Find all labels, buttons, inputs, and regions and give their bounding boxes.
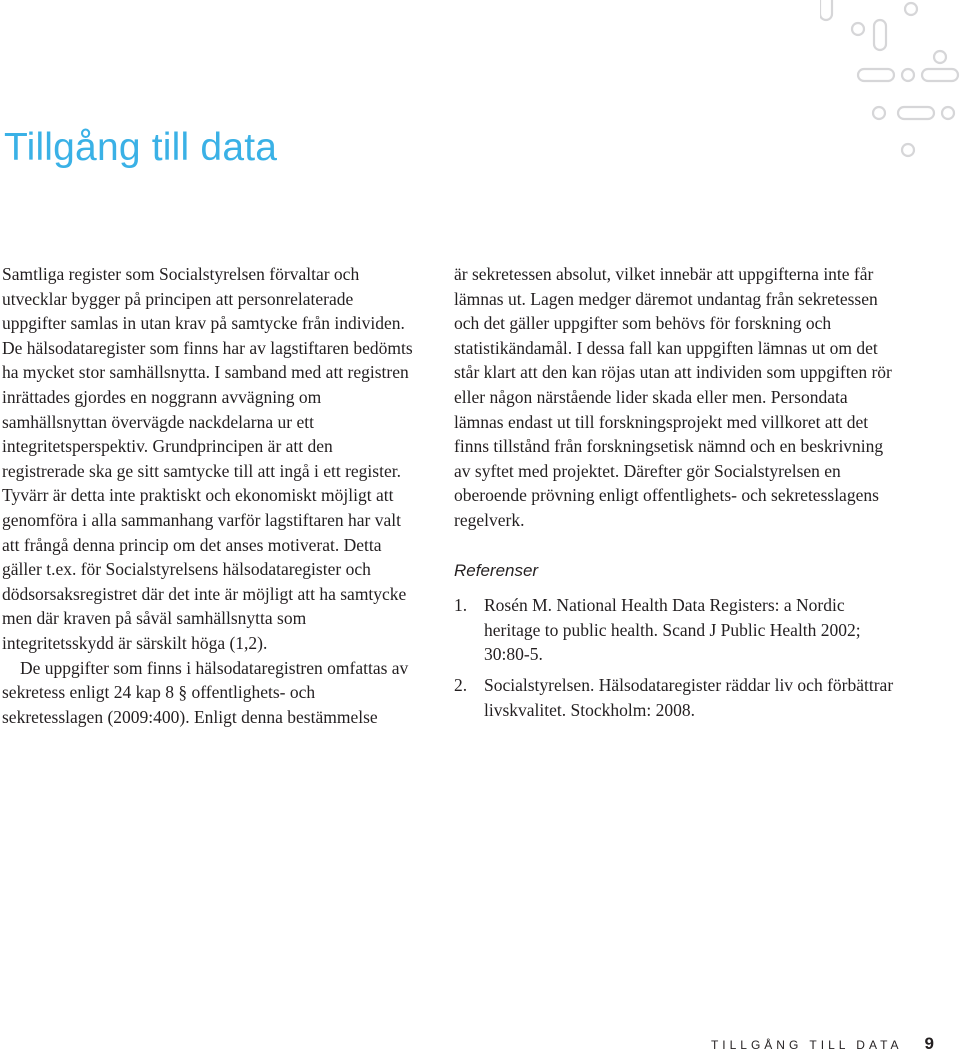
reference-text: Rosén M. National Health Data Registers: a Nordic heritage to public health. Scand J Public Health 2002; 30:80-5.	[484, 595, 861, 665]
body-paragraph: De uppgifter som finns i hälsodataregistren omfattas av sekretess enligt 24 kap 8 § offentlighets- och sekretesslagen (2009:400). Enligt denna bestämmelse	[2, 657, 409, 727]
decorative-dots-pattern	[820, 0, 960, 165]
reference-number: 2.	[454, 674, 468, 695]
left-column	[2, 262, 418, 729]
reference-item	[454, 673, 894, 722]
running-footer-title: TILLGÅNG TILL DATA	[710, 1038, 903, 1052]
reference-item	[454, 593, 894, 667]
reference-number: 1.	[454, 595, 468, 616]
page-title: Tillgång till data	[4, 126, 278, 169]
reference-text: Socialstyrelsen. Hälsodataregister räddar liv och förbättrar livskvalitet. Stockholm: 2008.	[484, 674, 894, 720]
references-list	[454, 593, 894, 722]
references-heading: Referenser	[454, 560, 539, 580]
body-paragraph: är sekretessen absolut, vilket innebär att uppgifterna inte får lämnas ut. Lagen medger däremot undantag från sekretessen och det gäller uppgifter som behövs för forskning och statistikändamål. I dessa fall kan uppgiften lämnas ut om det står klart att den kan röjas utan att individen som uppgiften rör eller någon närstående lider skada eller men. Persondata lämnas endast ut till forskningsprojekt med villkoret att det finns tillstånd från forskningsetisk nämnd och en beskrivning av syftet med projektet. Därefter gör Socialstyrelsen en oberoende prövning enligt offentlighets- och sekretesslagens regelverk.	[454, 264, 892, 530]
right-column	[454, 262, 894, 728]
page-number: 9	[924, 1034, 934, 1053]
page-footer	[711, 1034, 934, 1054]
body-paragraph: Samtliga register som Socialstyrelsen förvaltar och utvecklar bygger på principen att personrelaterade uppgifter samlas in utan krav på samtycke från individen. De hälsodataregister som finns har av lagstiftaren bedömts ha mycket stor samhällsnytta. I samband med att registren inrättades gjordes en noggrann avvägning om samhällsnyttan övervägde nackdelarna ur ett integritetsperspektiv. Grundprincipen är att den registrerade ska ge sitt samtycke till att ingå i ett register. Tyvärr är detta inte praktiskt och ekonomiskt möjligt att genomföra i alla sammanhang varför lagstiftaren har valt att frångå denna princip om det anses motiverat. Detta gäller t.ex. för Socialstyrelsens hälsodataregister och dödsorsaksregistret där det inte är möjligt att ha samtycke men där kraven på såväl samhällsnytta som integritetsskydd är särskilt höga (1,2).	[2, 264, 413, 653]
